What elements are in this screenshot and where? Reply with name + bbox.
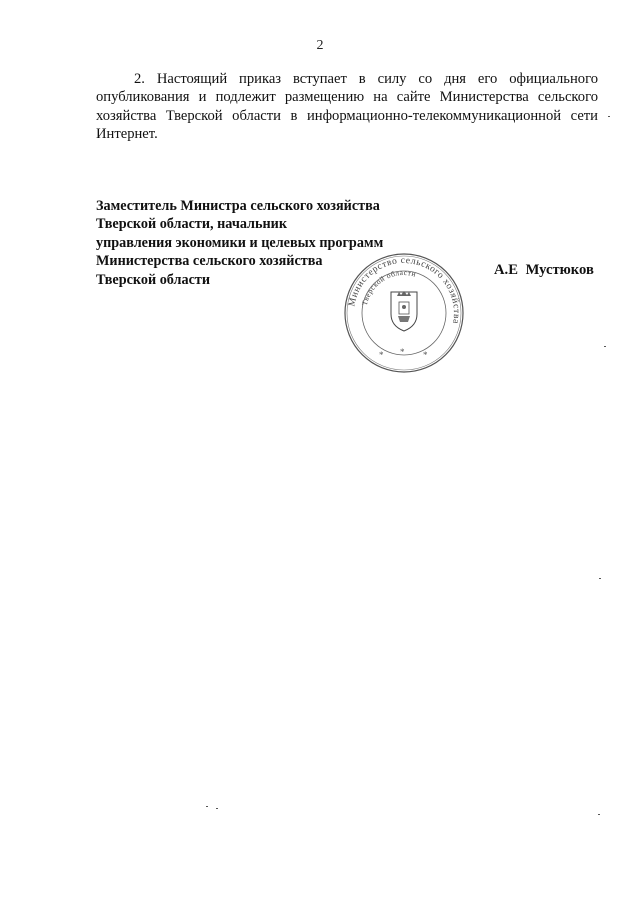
scan-speck [608,116,610,117]
coat-of-arms-icon [391,291,417,331]
scan-speck [604,346,606,347]
star-icon: * [423,350,428,360]
signer-position-line: Министерства сельского хозяйства [96,253,323,270]
official-seal [343,252,465,374]
scan-speck [598,814,600,815]
star-icon: * [379,350,384,360]
signer-position-line: управления экономики и целевых программ [96,234,384,251]
scan-speck [206,806,208,807]
order-paragraph: 2. Настоящий приказ вступает в силу со дня его официального опубликования и подлежит размещению на сайте Министерства сельского хозяйства Тверской области в информационно-телекоммуникационной сети Интернет. [96,71,598,142]
star-icon: * [400,347,405,357]
scan-speck [599,578,601,579]
page-number: 2 [316,38,324,53]
signer-position-line: Тверской области, начальник [96,216,288,233]
signer-name: А.Е Мустюков [494,262,594,278]
seal-inner-text: Тверской области [359,267,418,307]
seal-outer-text: Министерство сельского хозяйства [347,255,462,325]
scan-speck [216,808,218,809]
signer-position-line: Тверской области [96,271,211,288]
signer-position-line: Заместитель Министра сельского хозяйства [96,198,380,214]
